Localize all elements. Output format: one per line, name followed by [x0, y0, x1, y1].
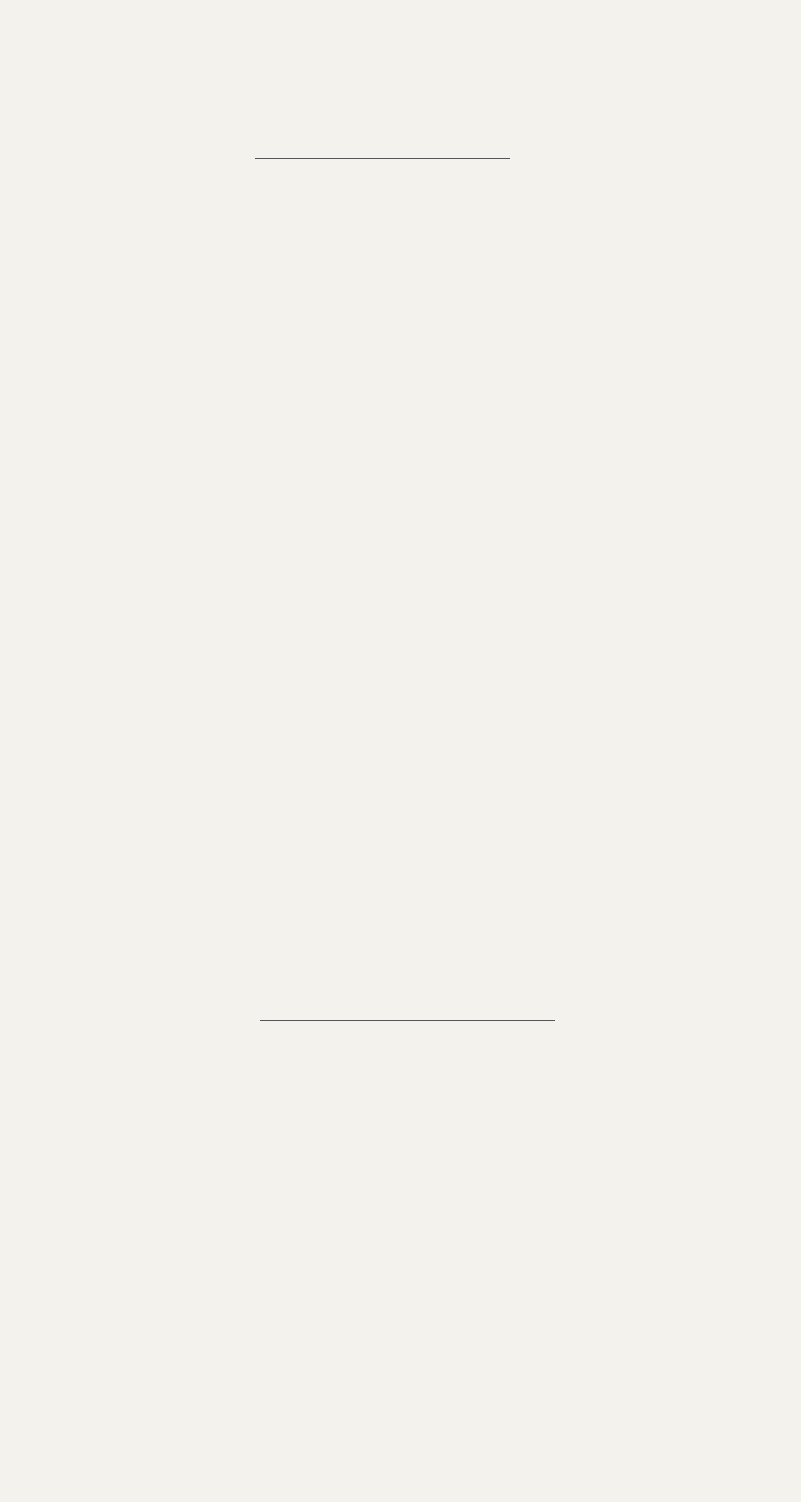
divider	[255, 158, 510, 159]
divider	[260, 1020, 555, 1021]
